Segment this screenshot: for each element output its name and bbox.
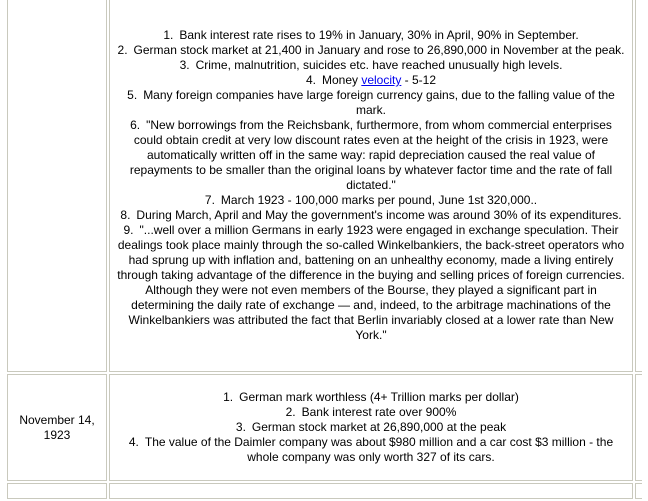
edge-cell (635, 483, 642, 499)
item-number: 5. (127, 88, 138, 102)
list-item (116, 420, 626, 435)
item-number: 4. (128, 435, 139, 449)
date-cell (7, 0, 107, 372)
list-item (116, 118, 626, 193)
velocity-link[interactable]: velocity (361, 73, 402, 87)
item-number: 8. (120, 208, 131, 222)
item-number: 9. (123, 223, 134, 237)
events-cell (109, 0, 633, 372)
item-number: 7. (204, 193, 215, 207)
timeline-row (7, 483, 642, 499)
list-item (116, 28, 626, 43)
item-number: 1. (223, 390, 234, 404)
item-text: The value of the Daimler company was about $980 million and a car cost $3 million - the whole company was only worth 327 of its cars. (144, 435, 614, 464)
item-number: 3. (179, 58, 190, 72)
list-item (116, 43, 626, 58)
item-text: Bank interest rate over 900% (301, 405, 457, 419)
timeline-row (7, 0, 642, 372)
item-text: During March, April and May the government's income was around 30% of its expenditures. (136, 208, 622, 222)
item-text: German stock market at 26,890,000 at the peak (251, 420, 507, 434)
list-item (116, 405, 626, 420)
item-text: Crime, malnutrition, suicides etc. have reached unusually high levels. (195, 58, 563, 72)
item-number: 1. (163, 28, 174, 42)
item-text: Bank interest rate rises to 19% in January, 30% in April, 90% in September. (179, 28, 579, 42)
item-number: 3. (235, 420, 246, 434)
list-item (116, 58, 626, 73)
item-text: "New borrowings from the Reichsbank, furthermore, from whom commercial enterprises could obtain credit at very low discount rates even at the height of the crisis in 1923, were automatically written off in the same way: rapid depreciation caused the real value of repayments to be smaller than the original loans by whatever factor time and the rate of fall dictated." (129, 118, 613, 192)
item-text: Money (321, 73, 362, 87)
item-number: 4. (305, 73, 316, 87)
item-number: 2. (117, 43, 128, 57)
date-cell: November 14, 1923 (7, 374, 107, 481)
list-item (116, 193, 626, 208)
list-item (116, 223, 626, 343)
list-item (116, 390, 626, 405)
list-item (116, 208, 626, 223)
item-text: German mark worthless (4+ Trillion marks per dollar) (239, 390, 519, 404)
timeline-table (5, 0, 644, 501)
item-number: 2. (285, 405, 296, 419)
item-text: German stock market at 21,400 in January and rose to 26,890,000 in November at the peak. (133, 43, 625, 57)
item-text: - 5-12 (401, 73, 437, 87)
events-cell (109, 374, 633, 481)
edge-cell (635, 374, 642, 481)
date-cell (7, 483, 107, 499)
item-text: Many foreign companies have large foreign currency gains, due to the falling value of the mark. (143, 88, 615, 117)
list-item (116, 435, 626, 465)
item-number: 6. (130, 118, 141, 132)
timeline-row (7, 374, 642, 481)
event-list (110, 390, 632, 465)
edge-cell (635, 0, 642, 372)
list-item (116, 73, 626, 88)
events-cell (109, 483, 633, 499)
event-list (110, 28, 632, 343)
item-text: March 1923 - 100,000 marks per pound, June 1st 320,000.. (220, 193, 538, 207)
list-item (116, 88, 626, 118)
item-text: "...well over a million Germans in early 1923 were engaged in exchange speculation. Their dealings took place mainly through the so-called Winkelbankiers, the back-street operators who had sprung up with inflation and, battening on an unhealthy economy, made a living entirely through taking advantage of the difference in the buying and selling prices of foreign currencies. Although they were not even members of the Bourse, they played a significant part in determining the daily rate of exchange — and, indeed, to the arbitrage machinations of the Winkelbankiers was attributed the fact that Berlin invariably closed at a lower rate than New York." (117, 223, 625, 342)
